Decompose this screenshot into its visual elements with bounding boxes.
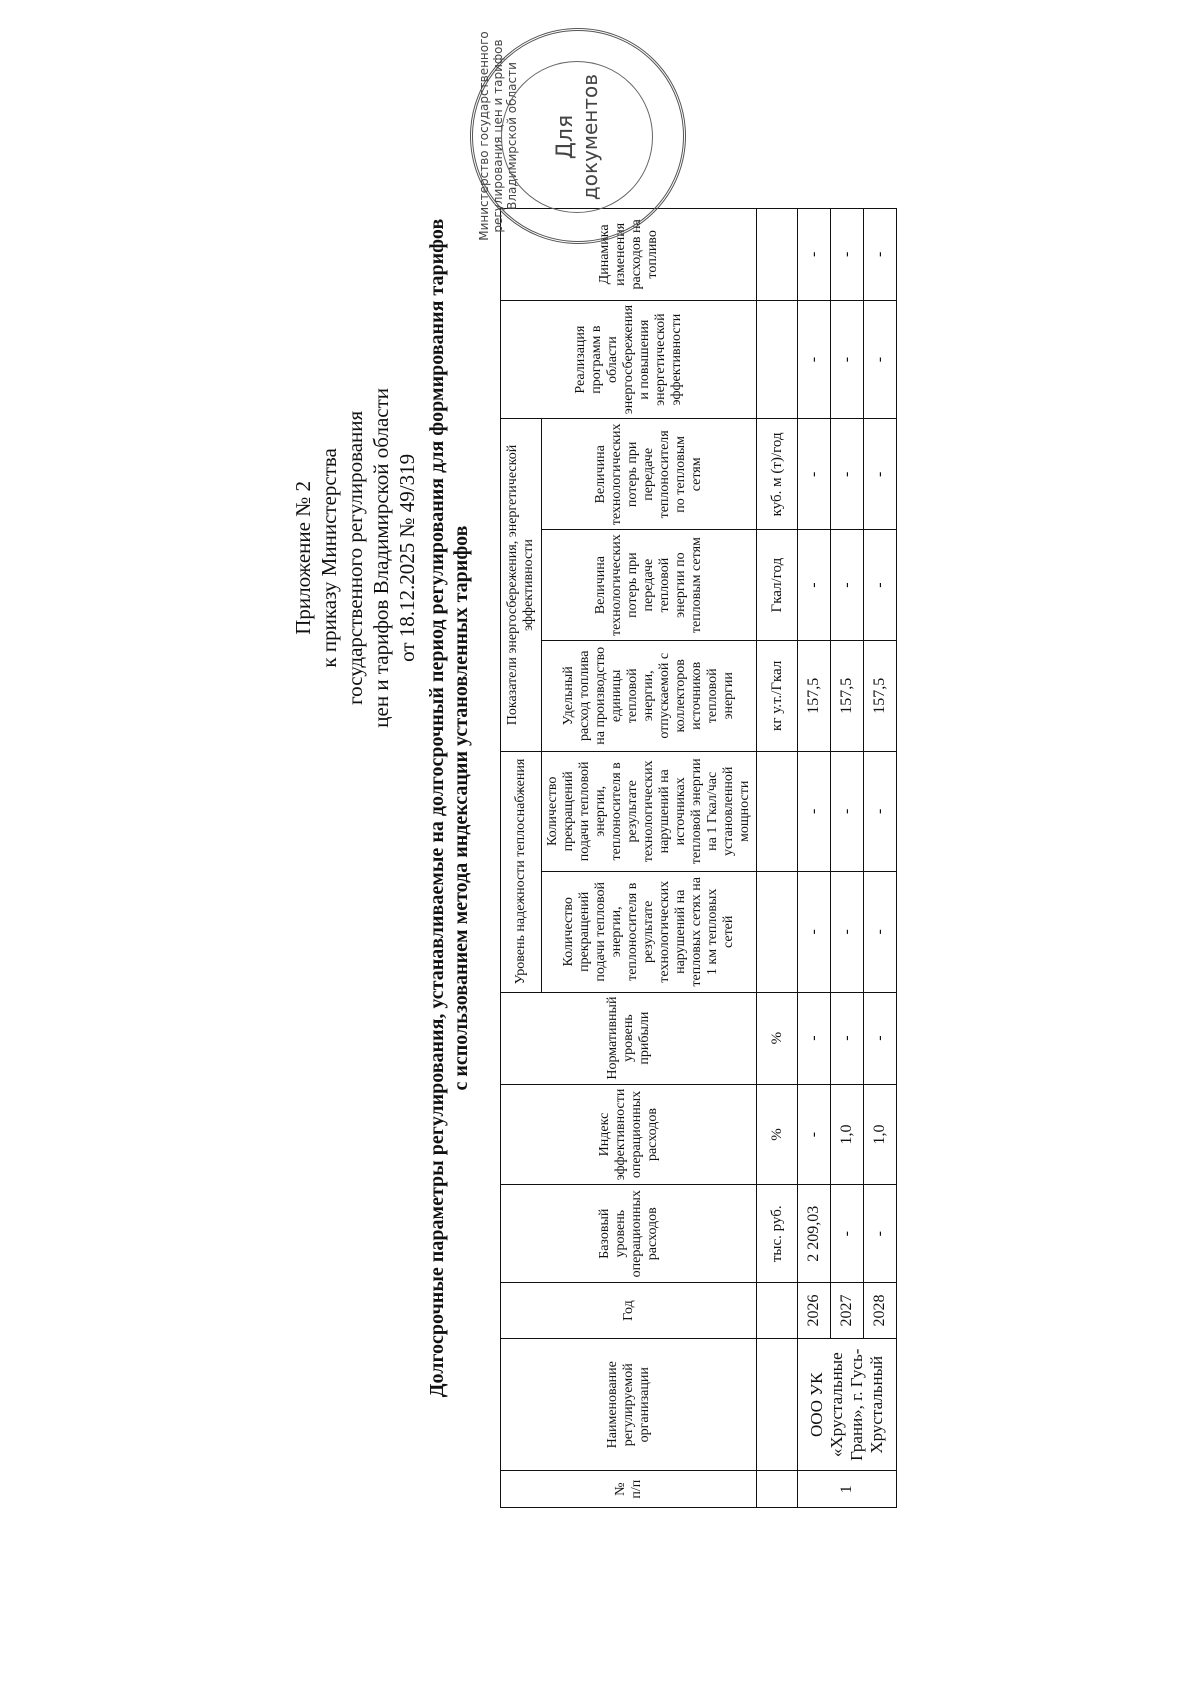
base-opex-cell: - (864, 1185, 897, 1283)
fuel-rate-cell: 157,5 (864, 641, 897, 752)
heat-loss-cell: - (831, 530, 864, 641)
col-year: Год (501, 1283, 757, 1339)
unit-cell (757, 1471, 798, 1508)
table-row (864, 209, 897, 1508)
col-base-opex: Базовый уровень операционных расходов (501, 1185, 757, 1283)
efficiency-index-cell: - (798, 1084, 831, 1185)
fuel-dynamics-cell: - (831, 209, 864, 301)
col-reliability-2: Количество прекращений подачи тепловой энергии, теплоносителя в результате технологических нарушений на источниках тепловой энергии на 1 Гкал/час установленной мощности (542, 751, 757, 871)
profit-level-cell: - (831, 992, 864, 1084)
unit-cell (757, 1338, 798, 1470)
col-profit-level: Нормативный уровень прибыли (501, 992, 757, 1084)
reliability-1-cell: - (864, 872, 897, 992)
year-cell: 2027 (831, 1283, 864, 1339)
stamp-center (501, 61, 653, 213)
year-cell: 2028 (864, 1283, 897, 1339)
annex-header (290, 388, 420, 728)
fuel-dynamics-cell: - (798, 209, 831, 301)
heat-loss-cell: - (798, 530, 831, 641)
unit-cell (757, 209, 798, 301)
unit-cell (757, 300, 798, 419)
unit-cell: % (757, 1084, 798, 1185)
efficiency-index-cell: 1,0 (831, 1084, 864, 1185)
unit-cell: кг у.т./Гкал (757, 641, 798, 752)
title-line-1: Долгосрочные параметры регулирования, устанавливаемые на долгосрочный период регулирования для формирования тарифов (426, 218, 448, 1398)
reliability-1-cell: - (831, 872, 864, 992)
efficiency-index-cell: 1,0 (864, 1084, 897, 1185)
unit-cell: Гкал/год (757, 530, 798, 641)
fuel-dynamics-cell: - (864, 209, 897, 301)
unit-cell (757, 751, 798, 871)
col-fuel-dynamics: Динамика изменения расходов на топливо (501, 209, 757, 301)
title-line-2: с использованием метода индексации установленных тарифов (450, 525, 472, 1091)
annex-line: цен и тарифов Владимирской области (369, 388, 393, 728)
col-efficiency-index: Индекс эффективности операционных расходов (501, 1084, 757, 1185)
header-row (501, 209, 542, 1508)
col-energy-1: Удельный расход топлива на производство единицы тепловой энергии, отпускаемой с коллекторов источников тепловой энергии (542, 641, 757, 752)
reliability-2-cell: - (831, 751, 864, 871)
unit-cell: тыс. руб. (757, 1185, 798, 1283)
fuel-rate-cell: 157,5 (798, 641, 831, 752)
col-reliability-1: Количество прекращений подачи тепловой энергии, теплоносителя в результате технологических нарушений на тепловых сетях на 1 км тепловых сетей (542, 872, 757, 992)
programs-cell: - (864, 300, 897, 419)
official-stamp (470, 28, 686, 244)
unit-cell (757, 872, 798, 992)
reliability-2-cell: - (798, 751, 831, 871)
group-energy: Показатели энергосбережения, энергетической эффективности (501, 419, 542, 751)
document-title (425, 158, 473, 1458)
programs-cell: - (798, 300, 831, 419)
col-org: Наименование регулируемой организации (501, 1338, 757, 1470)
carrier-loss-cell: - (864, 419, 897, 530)
table-row (831, 209, 864, 1508)
carrier-loss-cell: - (831, 419, 864, 530)
stamp-line-2: документов (577, 73, 602, 201)
annex-date: от 18.12.2025 № 49/319 (395, 453, 419, 662)
group-reliability: Уровень надежности теплоснабжения (501, 751, 542, 992)
parameters-table (500, 208, 897, 1508)
stamp-ring-text: Министерство государственного регулирования цен и тарифов Владимирской области (477, 31, 519, 241)
carrier-loss-cell: - (798, 419, 831, 530)
col-programs: Реализация программ в области энергосбережения и повышения энергетической эффективности (501, 300, 757, 419)
annex-line: к приказу Министерства (317, 448, 341, 668)
profit-level-cell: - (798, 992, 831, 1084)
programs-cell: - (831, 300, 864, 419)
unit-cell: % (757, 992, 798, 1084)
stamp-line-1: Для (552, 114, 578, 160)
reliability-1-cell: - (798, 872, 831, 992)
col-energy-3: Величина технологических потерь при передаче теплоносителя по тепловым сетям (542, 419, 757, 530)
heat-loss-cell: - (864, 530, 897, 641)
base-opex-cell: - (831, 1185, 864, 1283)
table-row (798, 209, 831, 1508)
document-sheet (100, 31, 1100, 1628)
org-number: 1 (798, 1471, 897, 1508)
annex-number: Приложение № 2 (291, 480, 315, 635)
year-cell: 2026 (798, 1283, 831, 1339)
unit-cell: куб. м (т)/год (757, 419, 798, 530)
unit-cell (757, 1283, 798, 1339)
annex-line: государственного регулирования (343, 410, 367, 705)
col-energy-2: Величина технологических потерь при передаче тепловой энергии по тепловым сетям (542, 530, 757, 641)
col-num: № п/п (501, 1471, 757, 1508)
reliability-2-cell: - (864, 751, 897, 871)
fuel-rate-cell: 157,5 (831, 641, 864, 752)
profit-level-cell: - (864, 992, 897, 1084)
base-opex-cell: 2 209,03 (798, 1185, 831, 1283)
units-row (757, 209, 798, 1508)
org-name: ООО УК «Хрустальные Грани», г. Гусь-Хрустальный (798, 1338, 897, 1470)
